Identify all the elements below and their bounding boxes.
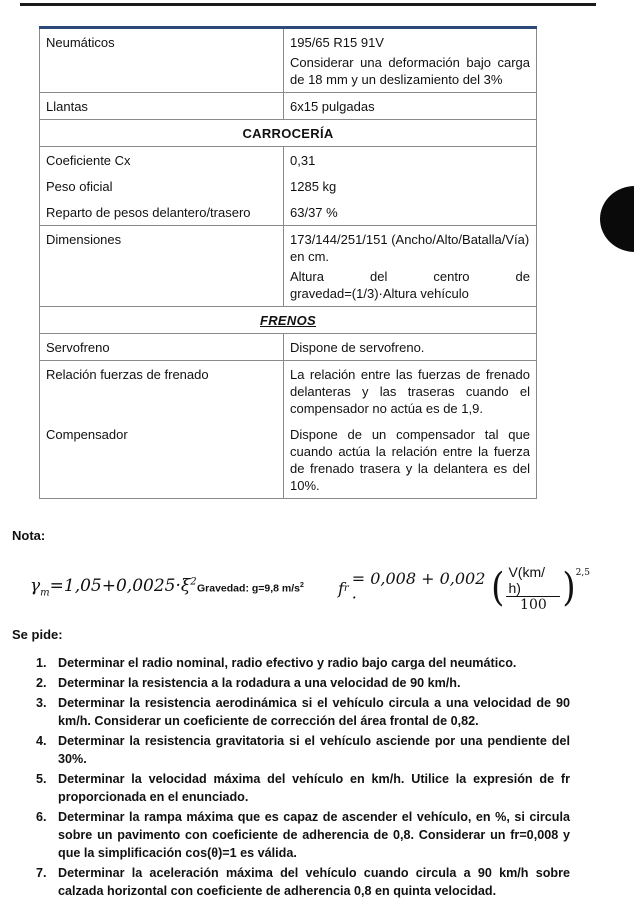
spec-key: Reparto de pesos delantero/trasero — [40, 199, 284, 226]
task-number: 7. — [36, 866, 47, 880]
task-number: 4. — [36, 734, 47, 748]
spec-value: Dispone de servofreno. — [284, 334, 537, 361]
spec-value: 0,31 — [284, 147, 537, 174]
table-row — [40, 334, 537, 361]
fraction-numerator: V(km/ h) — [506, 564, 560, 597]
gamma-expression: =1,05+0,0025·ξ — [49, 576, 191, 596]
spec-value-line: 195/65 R15 91V — [290, 35, 384, 50]
spec-value-line: Altura del centro de — [290, 269, 530, 284]
table-row — [40, 199, 537, 226]
list-item — [36, 770, 570, 806]
fr-expression: = 0,008 + 0,002 · — [351, 569, 486, 607]
section-row — [40, 120, 537, 147]
task-number: 1. — [36, 656, 47, 670]
table-row — [40, 173, 537, 199]
left-paren-icon: ( — [491, 565, 505, 611]
gamma-subscript: m — [40, 587, 50, 599]
spec-value-line: gravedad=(1/3)·Altura vehículo — [290, 286, 469, 301]
task-number: 2. — [36, 676, 47, 690]
page-edge-shadow — [600, 186, 634, 252]
section-heading-carroceria: CARROCERÍA — [40, 120, 537, 147]
list-item — [36, 674, 570, 692]
section-row — [40, 307, 537, 334]
table-row — [40, 361, 537, 422]
task-number: 6. — [36, 810, 47, 824]
table-row — [40, 93, 537, 120]
specifications-table — [39, 26, 537, 499]
list-item — [36, 732, 570, 768]
table-row — [40, 147, 537, 174]
task-text: Determinar el radio nominal, radio efectivo y radio bajo carga del neumático. — [58, 656, 517, 670]
table-row — [40, 226, 537, 307]
spec-value-line: 173/144/251/151 (Ancho/Alto/Batalla/Vía) en cm. — [290, 232, 530, 264]
spec-key: Servofreno — [40, 334, 284, 361]
list-item — [36, 694, 570, 730]
top-rule — [20, 3, 596, 6]
task-text: Determinar la rampa máxima que es capaz de ascender el vehículo, en %, si circula sobre un pavimento con coeficiente de adherencia de 0,8. Considerar un fr=0,008 y que la simplificación cos(θ)=1 es válida. — [58, 810, 570, 860]
rolling-resistance-formula — [338, 563, 590, 613]
gamma-formula — [30, 576, 197, 598]
gravity-label: Gravedad: g=9,8 m/s — [197, 582, 301, 595]
fr-symbol: f — [338, 578, 344, 598]
task-text: Determinar la aceleración máxima del vehículo cuando circula a 90 km/h sobre calzada horizontal con coeficiente de adherencia 0,8 en quinta velocidad. — [58, 866, 570, 898]
spec-value: 6x15 pulgadas — [284, 93, 537, 120]
task-text: Determinar la velocidad máxima del vehículo en km/h. Utilice la expresión de fr proporcionada en el enunciado. — [58, 772, 570, 804]
task-number: 3. — [36, 696, 47, 710]
spec-value — [284, 226, 537, 307]
fraction — [506, 564, 560, 613]
spec-value: 1285 kg — [284, 173, 537, 199]
se-pide-heading: Se pide: — [12, 627, 63, 642]
gamma-exponent: 2 — [190, 576, 197, 588]
gravity-exponent: 2 — [300, 582, 304, 589]
spec-value — [284, 28, 537, 93]
spec-value: Dispone de un compensador tal que cuando actúa la relación entre la fuerza de frenado trasera y la delantera es del 10%. — [284, 421, 537, 499]
fraction-denominator: 100 — [520, 596, 547, 613]
spec-value: La relación entre las fuerzas de frenado delanteras y las traseras cuando el compensador no actúa es de 1,9. — [284, 361, 537, 422]
gravity-note — [197, 582, 304, 595]
formula-row — [30, 563, 590, 613]
gamma-symbol: γ — [30, 576, 41, 596]
table-row — [40, 28, 537, 93]
spec-key: Peso oficial — [40, 173, 284, 199]
task-text: Determinar la resistencia aerodinámica si el vehículo circula a una velocidad de 90 km/h. Considerar un coeficiente de corrección del área frontal de 0,82. — [58, 696, 570, 728]
table-row — [40, 421, 537, 499]
section-heading-frenos: FRENOS — [40, 307, 537, 334]
task-text: Determinar la resistencia a la rodadura a una velocidad de 90 km/h. — [58, 676, 461, 690]
spec-key: Relación fuerzas de frenado — [40, 361, 284, 422]
task-number: 5. — [36, 772, 47, 786]
fr-exponent: 2,5 — [575, 568, 590, 578]
fr-subscript: r — [343, 582, 349, 594]
spec-key: Coeficiente Cx — [40, 147, 284, 174]
spec-value-line: Considerar una deformación bajo carga de 18 mm y un deslizamiento del 3% — [290, 55, 530, 87]
nota-heading: Nota: — [12, 528, 46, 543]
spec-key: Compensador — [40, 421, 284, 499]
spec-value: 63/37 % — [284, 199, 537, 226]
task-text: Determinar la resistencia gravitatoria si el vehículo asciende por una pendiente del 30%. — [58, 734, 570, 766]
spec-key: Dimensiones — [40, 226, 284, 307]
task-list — [36, 654, 570, 902]
list-item — [36, 654, 570, 672]
list-item — [36, 864, 570, 900]
right-paren-icon: ) — [562, 565, 576, 611]
list-item — [36, 808, 570, 862]
spec-key: Neumáticos — [40, 28, 284, 93]
spec-key: Llantas — [40, 93, 284, 120]
